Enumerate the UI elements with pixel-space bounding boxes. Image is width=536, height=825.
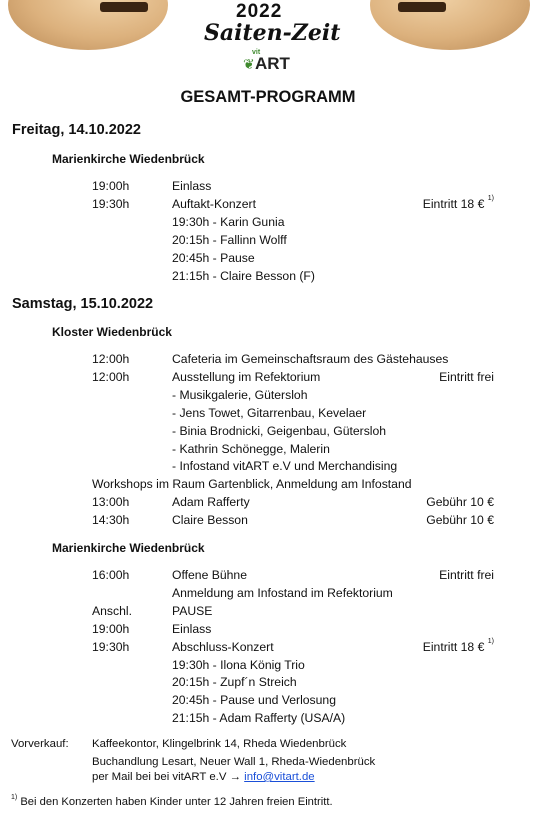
program-item: Anmeldung am Infostand im Refektorium — [172, 585, 393, 600]
day-heading: Samstag, 15.10.2022 — [12, 296, 154, 312]
email-link[interactable]: info@vitart.de — [244, 771, 315, 783]
program-fee — [439, 370, 494, 384]
arrow-icon: → — [229, 771, 241, 783]
fee-footnote-marker: 1) — [487, 194, 494, 202]
program-fee — [422, 637, 494, 654]
program-item: Abschluss-Konzert — [172, 639, 274, 654]
day-heading: Freitag, 14.10.2022 — [12, 122, 141, 138]
vorverkauf-line-1: Kaffeekontor, Klingelbrink 14, Rheda Wiedenbrück — [92, 738, 347, 750]
program-item: Auftakt-Konzert — [172, 196, 256, 211]
leaf-icon: ❦ — [243, 56, 255, 72]
program-time: 14:30h — [92, 513, 130, 528]
logo-text: ART — [255, 54, 290, 73]
program-time: 13:00h — [92, 495, 130, 510]
program-item: 20:15h - Zupf´n Streich — [172, 675, 297, 690]
program-item: - Jens Towet, Gitarrenbau, Kevelaer — [172, 405, 367, 420]
fee-text: Eintritt frei — [439, 369, 494, 384]
program-time: 12:00h — [92, 352, 130, 366]
logo-prefix: vit — [252, 49, 261, 56]
fee-text: Gebühr 10 € — [426, 495, 494, 510]
program-item: Ausstellung im Refektorium — [172, 369, 321, 384]
program-item: - Binia Brodnicki, Geigenbau, Gütersloh — [172, 423, 387, 438]
program-item: Einlass — [172, 621, 212, 636]
program-item: Claire Besson — [172, 513, 248, 528]
program-fee — [426, 495, 494, 509]
header-banner — [0, 0, 536, 80]
program-time: 19:30h — [92, 639, 130, 654]
program-item: 20:45h - Pause — [172, 250, 255, 265]
guitar-bridge-right — [398, 2, 446, 12]
vorverkauf-mail-prefix: per Mail bei bei vitART e.V — [92, 771, 227, 783]
page-title: GESAMT-PROGRAMM — [180, 88, 356, 106]
fee-text: Eintritt 18 € — [422, 639, 485, 654]
program-item: 21:15h - Adam Rafferty (USA/A) — [172, 711, 346, 726]
footnote-text: Bei den Konzerten haben Kinder unter 12 Jahren freien Eintritt. — [20, 796, 333, 808]
program-item: Adam Rafferty — [172, 495, 250, 510]
program-time: 19:30h — [92, 196, 130, 211]
vitart-logo — [243, 49, 293, 74]
fee-text: Eintritt 18 € — [422, 196, 485, 211]
guitar-bridge-left — [100, 2, 148, 12]
program-item: 20:15h - Fallinn Wolff — [172, 232, 287, 247]
program-item: 20:45h - Pause und Verlosung — [172, 693, 336, 708]
fee-text: Eintritt frei — [439, 568, 494, 582]
footnote-marker: 1) — [11, 794, 18, 801]
program-item: 21:15h - Claire Besson (F) — [172, 268, 315, 283]
program-item: Offene Bühne — [172, 568, 247, 582]
program-time: 19:00h — [92, 179, 130, 193]
program-item: - Kathrin Schönegge, Malerin — [172, 441, 330, 456]
program-fee — [439, 568, 494, 582]
program-fee — [426, 513, 494, 527]
program-time: Anschl. — [92, 603, 132, 618]
program-item: 19:30h - Ilona König Trio — [172, 657, 305, 672]
program-item: PAUSE — [172, 603, 213, 618]
program-item: Cafeteria im Gemeinschaftsraum des Gästehauses — [172, 352, 449, 366]
program-time: 16:00h — [92, 568, 130, 582]
festival-year: 2022 — [236, 1, 283, 22]
vorverkauf-line-2: Buchandlung Lesart, Neuer Wall 1, Rheda-Wiedenbrück — [92, 756, 376, 768]
festival-name: Saiten-Zeit — [204, 20, 341, 46]
fee-text: Gebühr 10 € — [426, 513, 494, 528]
program-note: Workshops im Raum Gartenblick, Anmeldung am Infostand — [92, 477, 412, 492]
footnote — [11, 796, 333, 808]
program-fee — [422, 194, 494, 211]
venue-heading: Marienkirche Wiedenbrück — [52, 541, 205, 555]
fee-footnote-marker: 1) — [487, 637, 494, 645]
venue-heading: Kloster Wiedenbrück — [52, 325, 172, 339]
program-time: 19:00h — [92, 621, 130, 636]
program-item: Einlass — [172, 179, 212, 193]
venue-heading: Marienkirche Wiedenbrück — [52, 152, 205, 166]
vorverkauf-line-3 — [92, 771, 315, 783]
program-item: - Infostand vitART e.V und Merchandising — [172, 459, 398, 474]
guitar-image-right — [370, 0, 530, 50]
vorverkauf-label: Vorverkauf: — [11, 738, 69, 750]
program-item: - Musikgalerie, Gütersloh — [172, 387, 308, 402]
program-time: 12:00h — [92, 369, 130, 384]
program-item: 19:30h - Karin Gunia — [172, 214, 285, 229]
